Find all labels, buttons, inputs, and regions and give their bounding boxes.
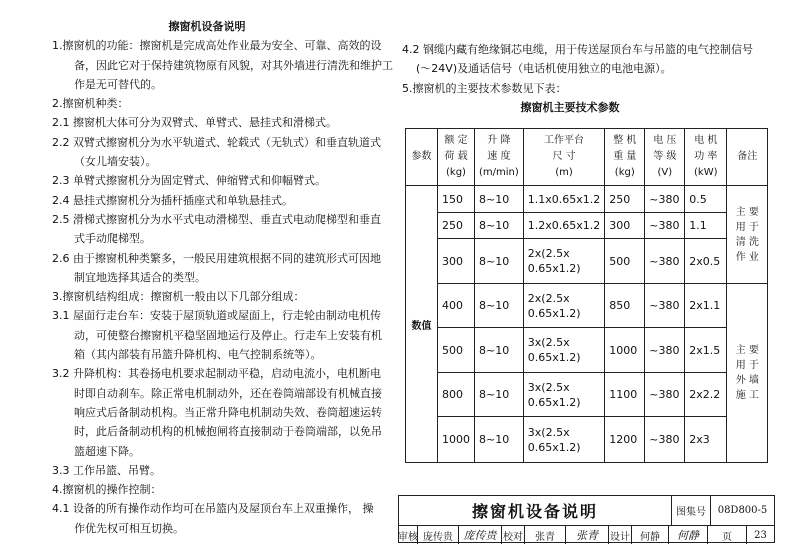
reviewer-signature: 庞传贵 (459, 526, 502, 544)
table-cell: 1100 (605, 373, 645, 417)
text-line: 时即自动刹车。除正常电机制动外，还在卷筒端部设有机械直接 (74, 386, 382, 400)
table-cell: 8~10 (475, 213, 524, 239)
text-line: 4.1 设备的所有操作动作均可在吊篮内及屋顶台车上双重操作， 操 (52, 502, 374, 516)
text-line: 2.4 悬挂式擦窗机分为插杆插座式和单轨悬挂式。 (52, 193, 293, 207)
review-label: 审核 (399, 526, 418, 544)
table-cell: 250 (605, 186, 645, 213)
right-column (402, 40, 762, 98)
text-line: 作是无可替代的。 (74, 77, 162, 91)
table-cell: ~380 (645, 239, 685, 284)
atlas-number: 08D800-5 (717, 505, 768, 516)
text-line: 4.2 钢缆内藏有绝缘铜芯电缆，用于传送屋顶台车与吊篮的电气控制信号 (402, 43, 753, 56)
check-label: 校对 (502, 526, 525, 544)
table-cell: 3x(2.5x 0.65x1.2) (523, 328, 605, 373)
note-cell: 主 要 用 于 外 墙 施 工 (727, 284, 768, 463)
text-line: 2.6 由于擦窗机种类繁多，一般民用建筑根据不同的建筑形式可因地 (52, 251, 381, 265)
table-cell: 2x1.1 (685, 284, 727, 328)
table-cell: ~380 (645, 284, 685, 328)
text-line: 动，可使整台擦窗机平稳坚固地运行及停止。行走车上安装有机 (74, 328, 382, 342)
table-row (406, 373, 768, 417)
text-line: 备，因此它对于保持建筑物原有风貌，对其外墙进行清洗和维护工 (74, 58, 393, 72)
design-label: 设计 (609, 526, 632, 544)
text-line: 式手动爬梯型。 (74, 232, 151, 246)
text-line: 2.3 单臂式擦窗机分为固定臂式、伸缩臂式和仰幅臂式。 (52, 174, 326, 188)
table-cell: ~380 (645, 213, 685, 239)
text-line: 2.1 擦窗机大体可分为双臂式、单臂式、悬挂式和滑梯式。 (52, 116, 337, 130)
table-cell: 3x(2.5x 0.65x1.2) (523, 417, 605, 463)
checker-signature: 张青 (566, 526, 609, 544)
table-cell: 3x(2.5x 0.65x1.2) (523, 373, 605, 417)
column-header: 升 降 速 度 (m/min) (475, 129, 524, 186)
text-line: 5.擦窗机的主要技术参数见下表： (402, 81, 567, 95)
table-cell: 8~10 (475, 186, 524, 213)
text-line: 2.擦窗机种类： (52, 97, 129, 111)
text-line: 3.擦窗机结构组成：擦窗机一般由以下几部分组成： (52, 290, 305, 304)
table-cell: 500 (438, 328, 475, 373)
table-cell: 2x(2.5x 0.65x1.2) (523, 239, 605, 284)
document-title: 擦窗机设备说明 (168, 20, 246, 33)
text-line: （女儿墙安装）。 (74, 155, 157, 169)
table-cell: 2x3 (685, 417, 727, 463)
table-cell: 8~10 (475, 417, 524, 463)
row-label: 数值 (406, 186, 438, 463)
column-header: 电 机 功 率 (kW) (685, 129, 727, 186)
column-header: 额 定 荷 载 (kg) (438, 129, 475, 186)
text-line: 响应式后备制动机构。当正常升降电机制动失效、卷筒超速运转 (74, 405, 382, 419)
table-row (406, 239, 768, 284)
table-title: 擦窗机主要技术参数 (520, 101, 620, 114)
table-cell: 400 (438, 284, 475, 328)
table-cell: ~380 (645, 328, 685, 373)
page-number: 23 (754, 529, 767, 541)
page-label: 页 (708, 526, 747, 544)
checker-name: 张青 (525, 526, 566, 544)
text-line: 4.擦窗机的操作控制： (52, 483, 162, 497)
title-block-title: 擦窗机设备说明 (399, 496, 672, 525)
table-cell: 1200 (605, 417, 645, 463)
table-cell: 300 (438, 239, 475, 284)
table-cell: ~380 (645, 373, 685, 417)
table-cell: 850 (605, 284, 645, 328)
column-header: 参数 (406, 129, 438, 186)
table-header-row (406, 129, 768, 186)
text-line: 时，此后备制动机构的机械抱闸将直接制动于卷筒端部，以免吊 (74, 425, 382, 439)
atlas-label: 图集号 (672, 496, 711, 525)
table-cell: 1000 (438, 417, 475, 463)
text-line: 2.2 双臂式擦窗机分为水平轨道式、轮载式（无轨式）和垂直轨道式 (52, 135, 381, 149)
table-cell: 500 (605, 239, 645, 284)
table-cell: 1000 (605, 328, 645, 373)
reviewer-name: 庞传贵 (418, 526, 459, 544)
left-column (52, 17, 392, 538)
table-cell: 150 (438, 186, 475, 213)
designer-name: 何静 (632, 526, 669, 544)
table-cell: 0.5 (685, 186, 727, 213)
text-line: 1.擦窗机的功能：擦窗机是完成高处作业最为安全、可靠、高效的设 (52, 39, 382, 53)
table-cell: 8~10 (475, 239, 524, 284)
column-header: 工作平台 尺 寸 (m) (523, 129, 605, 186)
table-cell: 250 (438, 213, 475, 239)
column-header: 整 机 重 量 (kg) (605, 129, 645, 186)
text-line: 3.2 升降机构：其卷扬电机要求起制动平稳，启动电流小，电机断电 (52, 367, 381, 381)
column-header: 备注 (727, 129, 768, 186)
column-header: 电 压 等 级 (V) (645, 129, 685, 186)
text-line: 箱（其内部装有吊篮升降机构、电气控制系统等）。 (74, 348, 322, 362)
parameters-table (405, 128, 768, 463)
table-cell: 2x1.5 (685, 328, 727, 373)
table-cell: 1.2x0.65x1.2 (523, 213, 605, 239)
table-cell: ~380 (645, 417, 685, 463)
table-cell: 2x(2.5x 0.65x1.2) (523, 284, 605, 328)
table-row (406, 213, 768, 239)
table-row (406, 284, 768, 328)
table-row (406, 186, 768, 213)
text-line: (～24V)及通话信号（电话机使用独立的电池电源）。 (416, 62, 672, 76)
text-line: 制宜地选择其适合的类型。 (74, 270, 206, 284)
table-row (406, 328, 768, 373)
table-cell: ~380 (645, 186, 685, 213)
designer-signature: 何静 (669, 526, 708, 544)
table-cell: 1.1x0.65x1.2 (523, 186, 605, 213)
text-line: 作优先权可相互切换。 (74, 521, 184, 535)
table-cell: 8~10 (475, 328, 524, 373)
table-cell: 8~10 (475, 373, 524, 417)
text-line: 3.1 屋面行走台车：安装于屋顶轨道或屋面上，行走轮由制动电机传 (52, 309, 381, 323)
text-line: 2.5 滑梯式擦窗机分为水平式电动滑梯型、垂直式电动爬梯型和垂直 (52, 212, 381, 226)
table-row (406, 417, 768, 463)
text-line: 篮超速下降。 (74, 444, 140, 458)
text-line: 3.3 工作吊篮、吊臂。 (52, 463, 161, 477)
title-block (398, 495, 775, 543)
note-cell: 主 要 用 于 清 洗 作 业 (727, 186, 768, 284)
table-cell: 2x2.2 (685, 373, 727, 417)
table-cell: 800 (438, 373, 475, 417)
table-cell: 1.1 (685, 213, 727, 239)
table-cell: 2x0.5 (685, 239, 727, 284)
table-cell: 8~10 (475, 284, 524, 328)
table-cell: 300 (605, 213, 645, 239)
